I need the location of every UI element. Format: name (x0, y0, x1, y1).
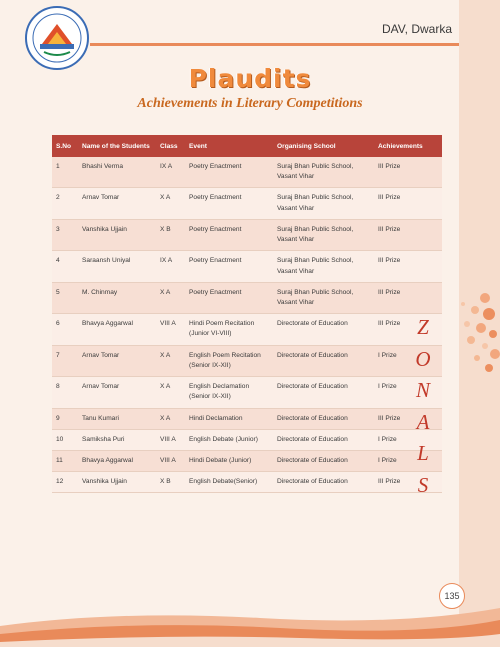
header-organising-school: Organising School (273, 135, 374, 157)
table-header-row (52, 135, 442, 157)
cell-sno: 10 (52, 429, 78, 450)
cell-class: X A (156, 345, 185, 376)
cell-organising-school: Suraj Bhan Public School, Vasant Vihar (273, 188, 374, 219)
header-sno: S.No (52, 135, 78, 157)
cell-achievement: I Prize (374, 429, 442, 450)
cell-event: Poetry Enactment (185, 219, 273, 250)
header-achievements: Achievements (374, 135, 442, 157)
cell-sno: 2 (52, 188, 78, 219)
cell-name: Arnav Tomar (78, 377, 156, 408)
cell-organising-school: Directorate of Education (273, 408, 374, 429)
cell-organising-school: Suraj Bhan Public School, Vasant Vihar (273, 219, 374, 250)
cell-class: VIII A (156, 314, 185, 345)
page-number: 135 (439, 583, 465, 609)
zonals-letter: N (415, 378, 430, 402)
cell-name: Bhavya Aggarwal (78, 450, 156, 471)
cell-organising-school: Suraj Bhan Public School, Vasant Vihar (273, 282, 374, 313)
table-row (52, 251, 442, 282)
table-row (52, 450, 442, 471)
cell-sno: 12 (52, 472, 78, 493)
cell-class: X B (156, 472, 185, 493)
table-row (52, 408, 442, 429)
cell-organising-school: Directorate of Education (273, 345, 374, 376)
page-title: Plaudits (188, 64, 312, 93)
cell-sno: 5 (52, 282, 78, 313)
cell-event: Hindi Poem Recitation (Junior VI-VIII) (185, 314, 273, 345)
cell-achievement: I Prize (374, 345, 442, 376)
school-logo-icon (20, 4, 94, 72)
cell-organising-school: Directorate of Education (273, 472, 374, 493)
cell-event: Poetry Enactment (185, 157, 273, 188)
cell-sno: 7 (52, 345, 78, 376)
cell-class: IX A (156, 157, 185, 188)
header-class: Class (156, 135, 185, 157)
cell-name: Samiksha Puri (78, 429, 156, 450)
table-row (52, 219, 442, 250)
cell-organising-school: Directorate of Education (273, 314, 374, 345)
cell-organising-school: Directorate of Education (273, 377, 374, 408)
cell-achievement: III Prize (374, 251, 442, 282)
cell-class: X A (156, 377, 185, 408)
cell-achievement: III Prize (374, 314, 442, 345)
cell-class: VIII A (156, 429, 185, 450)
cell-achievement: III Prize (374, 472, 442, 493)
cell-name: Vanshika Ujjain (78, 472, 156, 493)
cell-achievement: III Prize (374, 188, 442, 219)
cell-name: M. Chinmay (78, 282, 156, 313)
school-name: DAV, Dwarka (381, 22, 452, 36)
cell-class: X A (156, 408, 185, 429)
header-rule (90, 43, 459, 46)
zonals-side-label (411, 312, 435, 501)
table-row (52, 345, 442, 376)
cell-name: Saraansh Uniyal (78, 251, 156, 282)
table-row (52, 377, 442, 408)
cell-name: Bhashi Verma (78, 157, 156, 188)
cell-event: Hindi Debate (Junior) (185, 450, 273, 471)
cell-class: IX A (156, 251, 185, 282)
cell-name: Bhavya Aggarwal (78, 314, 156, 345)
cell-achievement: I Prize (374, 450, 442, 471)
cell-name: Arnav Tomar (78, 188, 156, 219)
cell-name: Vanshika Ujjain (78, 219, 156, 250)
zonals-letter: L (417, 441, 429, 465)
cell-event: Poetry Enactment (185, 188, 273, 219)
page-subtitle: Achievements in Literary Competitions (137, 96, 363, 111)
table-row (52, 282, 442, 313)
cell-sno: 1 (52, 157, 78, 188)
cell-achievement: III Prize (374, 282, 442, 313)
cell-class: X A (156, 282, 185, 313)
cell-event: English Debate(Senior) (185, 472, 273, 493)
cell-sno: 4 (52, 251, 78, 282)
cell-event: Hindi Declamation (185, 408, 273, 429)
table-row (52, 429, 442, 450)
header-name: Name of the Students (78, 135, 156, 157)
cell-class: X A (156, 188, 185, 219)
cell-achievement: I Prize (374, 377, 442, 408)
cell-name: Arnav Tomar (78, 345, 156, 376)
table-row (52, 314, 442, 345)
zonals-letter: O (415, 346, 431, 371)
zonals-letter: A (416, 409, 430, 434)
cell-class: X B (156, 219, 185, 250)
cell-organising-school: Directorate of Education (273, 450, 374, 471)
table-row (52, 472, 442, 493)
zonals-letter: Z (417, 315, 429, 339)
decorative-dots-icon (455, 288, 500, 378)
table-row (52, 188, 442, 219)
cell-event: Poetry Enactment (185, 251, 273, 282)
cell-organising-school: Directorate of Education (273, 429, 374, 450)
cell-achievement: III Prize (374, 408, 442, 429)
cell-sno: 6 (52, 314, 78, 345)
cell-organising-school: Suraj Bhan Public School, Vasant Vihar (273, 251, 374, 282)
cell-event: English Debate (Junior) (185, 429, 273, 450)
cell-sno: 9 (52, 408, 78, 429)
cell-sno: 11 (52, 450, 78, 471)
cell-event: English Declamation (Senior IX-XII) (185, 377, 273, 408)
cell-sno: 8 (52, 377, 78, 408)
cell-achievement: III Prize (374, 219, 442, 250)
achievements-table (52, 135, 442, 493)
table-row (52, 157, 442, 188)
cell-event: English Poem Recitation (Senior IX-XII) (185, 345, 273, 376)
cell-achievement: III Prize (374, 157, 442, 188)
cell-sno: 3 (52, 219, 78, 250)
zonals-letter: S (417, 472, 429, 497)
cell-event: Poetry Enactment (185, 282, 273, 313)
cell-class: VIII A (156, 450, 185, 471)
cell-name: Tanu Kumari (78, 408, 156, 429)
footer-wave-decoration (0, 596, 500, 647)
header-event: Event (185, 135, 273, 157)
cell-organising-school: Suraj Bhan Public School, Vasant Vihar (273, 157, 374, 188)
